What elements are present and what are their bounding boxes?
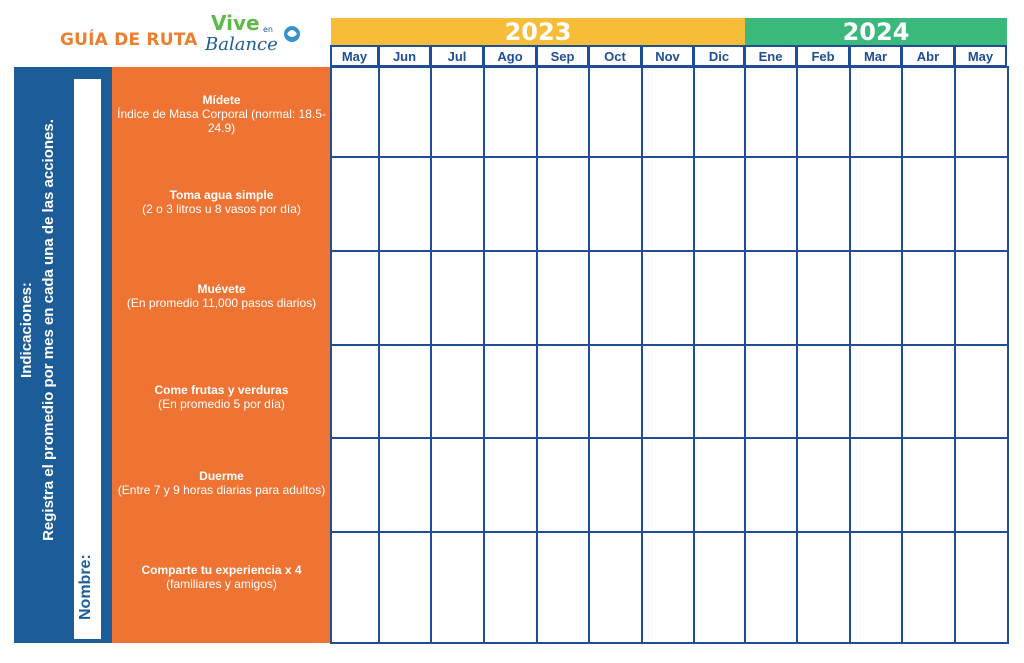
grid-cell[interactable] xyxy=(744,344,798,439)
month-ene: Ene xyxy=(744,45,797,67)
grid-cell[interactable] xyxy=(641,437,695,533)
grid-cell[interactable] xyxy=(641,344,695,439)
grid-cell[interactable] xyxy=(536,437,590,533)
grid-cell[interactable] xyxy=(849,250,903,346)
grid-cell[interactable] xyxy=(483,66,538,158)
grid-cell[interactable] xyxy=(330,437,380,533)
grid-cell[interactable] xyxy=(693,531,746,644)
activity-title: Mídete xyxy=(202,93,241,107)
grid-cell[interactable] xyxy=(849,66,903,158)
grid-cell[interactable] xyxy=(693,437,746,533)
grid-cell[interactable] xyxy=(954,156,1009,252)
grid-cell[interactable] xyxy=(641,531,695,644)
grid-cell[interactable] xyxy=(483,437,538,533)
grid-cell[interactable] xyxy=(641,156,695,252)
grid-cell[interactable] xyxy=(378,531,432,644)
grid-cell[interactable] xyxy=(849,344,903,439)
grid-cell[interactable] xyxy=(693,66,746,158)
month-oct: Oct xyxy=(588,45,642,67)
activity-title: Come frutas y verduras xyxy=(154,383,289,397)
grid-cell[interactable] xyxy=(588,66,643,158)
activity-detail: (Entre 7 y 9 horas diarias para adultos) xyxy=(117,483,326,497)
grid-cell[interactable] xyxy=(744,156,798,252)
grid-cell[interactable] xyxy=(536,156,590,252)
month-nov: Nov xyxy=(641,45,694,67)
instructions-heading: Indicaciones: xyxy=(18,282,35,378)
month-jul: Jul xyxy=(430,45,484,67)
grid-cell[interactable] xyxy=(744,250,798,346)
svg-text:en: en xyxy=(263,25,273,34)
year-2024-header: 2024 xyxy=(745,18,1007,45)
grid-cell[interactable] xyxy=(483,250,538,346)
grid-cell[interactable] xyxy=(378,66,432,158)
grid-cell[interactable] xyxy=(641,66,695,158)
grid-cell[interactable] xyxy=(330,531,380,644)
year-2023-header: 2023 xyxy=(331,18,745,45)
activity-muevete xyxy=(112,282,331,310)
month-abr: Abr xyxy=(901,45,955,67)
vive-en-balance-logo xyxy=(205,10,325,60)
activity-duerme xyxy=(112,469,331,497)
grid-cell[interactable] xyxy=(430,66,485,158)
grid-cell[interactable] xyxy=(588,250,643,346)
month-may-2023: May xyxy=(330,45,379,67)
grid-cell[interactable] xyxy=(849,156,903,252)
grid-cell[interactable] xyxy=(641,250,695,346)
month-feb: Feb xyxy=(796,45,850,67)
grid-cell[interactable] xyxy=(901,531,956,644)
grid-cell[interactable] xyxy=(849,437,903,533)
grid-cell[interactable] xyxy=(330,250,380,346)
grid-cell[interactable] xyxy=(901,156,956,252)
activities-column xyxy=(112,67,331,643)
activity-comparte xyxy=(112,563,331,591)
grid-cell[interactable] xyxy=(483,156,538,252)
grid-cell[interactable] xyxy=(430,344,485,439)
grid-cell[interactable] xyxy=(483,344,538,439)
grid-cell[interactable] xyxy=(954,66,1009,158)
grid-cell[interactable] xyxy=(744,66,798,158)
grid-cell[interactable] xyxy=(330,344,380,439)
grid-cell[interactable] xyxy=(330,66,380,158)
grid-cell[interactable] xyxy=(954,250,1009,346)
grid-cell[interactable] xyxy=(483,531,538,644)
grid-cell[interactable] xyxy=(796,156,851,252)
activity-midete xyxy=(112,93,331,135)
grid-cell[interactable] xyxy=(588,531,643,644)
grid-cell[interactable] xyxy=(693,156,746,252)
grid-cell[interactable] xyxy=(378,250,432,346)
page-title: GUÍA DE RUTA xyxy=(60,30,198,50)
svg-text:Balance: Balance xyxy=(205,34,278,55)
grid-cell[interactable] xyxy=(744,437,798,533)
activity-title: Muévete xyxy=(197,282,246,296)
grid-cell[interactable] xyxy=(536,250,590,346)
activity-detail: Índice de Masa Corporal (normal: 18.5-24.9) xyxy=(117,107,326,135)
grid-cell[interactable] xyxy=(693,344,746,439)
activity-agua xyxy=(112,188,331,216)
instructions-body: Registra el promedio por mes en cada una de las acciones. xyxy=(40,119,57,541)
grid-cell[interactable] xyxy=(796,344,851,439)
grid-cell[interactable] xyxy=(588,344,643,439)
grid-cell[interactable] xyxy=(901,250,956,346)
activity-title: Duerme xyxy=(199,469,244,483)
month-mar: Mar xyxy=(849,45,902,67)
grid-cell[interactable] xyxy=(536,66,590,158)
instructions-text xyxy=(16,60,60,600)
grid-cell[interactable] xyxy=(744,531,798,644)
month-jun: Jun xyxy=(378,45,431,67)
activity-detail: (En promedio 11,000 pasos diarios) xyxy=(126,296,317,310)
activity-frutas xyxy=(112,383,331,411)
grid-cell[interactable] xyxy=(330,156,380,252)
name-label: Nombre: xyxy=(77,554,94,620)
grid-cell[interactable] xyxy=(693,250,746,346)
grid-cell[interactable] xyxy=(796,531,851,644)
grid-cell[interactable] xyxy=(954,344,1009,439)
grid-cell[interactable] xyxy=(430,250,485,346)
grid-cell[interactable] xyxy=(378,437,432,533)
grid-cell[interactable] xyxy=(954,531,1009,644)
grid-cell[interactable] xyxy=(954,437,1009,533)
month-header-row xyxy=(331,45,1007,67)
activity-title: Comparte tu experiencia x 4 xyxy=(141,563,302,577)
grid-cell[interactable] xyxy=(430,437,485,533)
activity-detail: (familiares y amigos) xyxy=(166,577,277,591)
grid-cell[interactable] xyxy=(378,344,432,439)
grid-cell[interactable] xyxy=(378,156,432,252)
grid-cell[interactable] xyxy=(430,531,485,644)
grid-cell[interactable] xyxy=(901,344,956,439)
grid-cell[interactable] xyxy=(430,156,485,252)
activity-detail: (En promedio 5 por día) xyxy=(158,397,285,411)
grid-cell[interactable] xyxy=(796,437,851,533)
grid-cell[interactable] xyxy=(796,66,851,158)
month-sep: Sep xyxy=(536,45,589,67)
grid-cell[interactable] xyxy=(588,437,643,533)
month-may-2024: May xyxy=(954,45,1007,67)
tracking-grid xyxy=(331,67,1007,643)
month-dic: Dic xyxy=(693,45,745,67)
activity-title: Toma agua simple xyxy=(169,188,274,202)
svg-text:Vive: Vive xyxy=(211,11,260,35)
grid-cell[interactable] xyxy=(536,531,590,644)
grid-cell[interactable] xyxy=(901,66,956,158)
grid-cell[interactable] xyxy=(536,344,590,439)
grid-cell[interactable] xyxy=(796,250,851,346)
grid-cell[interactable] xyxy=(849,531,903,644)
activity-detail: (2 o 3 litros u 8 vasos por día) xyxy=(142,202,301,216)
month-ago: Ago xyxy=(483,45,537,67)
grid-cell[interactable] xyxy=(588,156,643,252)
grid-cell[interactable] xyxy=(901,437,956,533)
